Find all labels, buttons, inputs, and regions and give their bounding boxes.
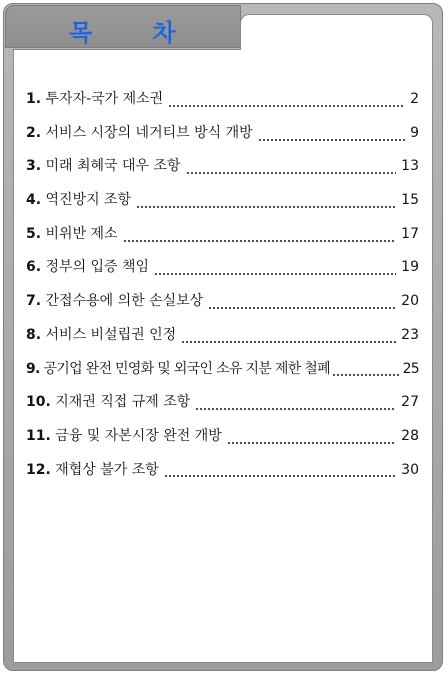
toc-entry-number: 6. bbox=[26, 259, 42, 276]
toc-entry[interactable] bbox=[26, 223, 419, 257]
leader-dots bbox=[154, 273, 396, 275]
toc-entry-label bbox=[26, 256, 149, 276]
toc-entry-page: 19 bbox=[401, 259, 419, 276]
toc-entry[interactable] bbox=[26, 324, 419, 358]
toc-entry-page: 25 bbox=[402, 360, 419, 377]
toc-entry-number: 7. bbox=[26, 293, 42, 310]
toc-entry[interactable] bbox=[26, 459, 419, 493]
toc-entry-page: 27 bbox=[401, 394, 419, 411]
toc-entry[interactable] bbox=[26, 189, 419, 223]
toc-entry-number: 9. bbox=[26, 360, 40, 377]
leader-dots bbox=[181, 341, 396, 343]
leader-dots bbox=[164, 475, 396, 477]
toc-entry-label bbox=[26, 122, 253, 142]
toc-entry-text: 미래 최혜국 대우 조항 bbox=[45, 158, 181, 175]
toc-entry-label bbox=[26, 155, 181, 175]
leader-dots bbox=[195, 408, 396, 410]
leader-dots bbox=[227, 442, 396, 444]
toc-entry-text: 서비스 시장의 네거티브 방식 개방 bbox=[45, 124, 253, 141]
toc-entry-text: 지재권 직접 규제 조항 bbox=[55, 394, 191, 411]
toc-entry-label bbox=[26, 425, 222, 445]
toc-entry[interactable] bbox=[26, 256, 419, 290]
toc-entry-text: 공기업 완전 민영화 및 외국인 소유 지분 제한 철폐 bbox=[43, 360, 330, 377]
toc-entry[interactable] bbox=[26, 155, 419, 189]
toc-entry-number: 8. bbox=[26, 326, 42, 343]
toc-entry-label bbox=[26, 223, 118, 243]
toc-entry[interactable] bbox=[26, 122, 419, 156]
toc-entry-number: 4. bbox=[26, 192, 42, 209]
leader-dots bbox=[258, 139, 405, 141]
toc-entry-text: 금융 및 자본시장 완전 개방 bbox=[55, 427, 222, 444]
toc-entry-page: 13 bbox=[401, 158, 419, 175]
toc-entry-label bbox=[26, 290, 203, 310]
toc-entry[interactable] bbox=[26, 88, 419, 122]
header-tab-panel bbox=[240, 14, 433, 50]
toc-entry-number: 3. bbox=[26, 158, 42, 175]
toc-entry-label bbox=[26, 189, 131, 209]
leader-dots bbox=[186, 172, 397, 174]
toc-entry-label bbox=[26, 459, 159, 479]
toc-entry-text: 투자자-국가 제소권 bbox=[45, 91, 164, 107]
toc-entry-number: 5. bbox=[26, 225, 42, 242]
leader-dots bbox=[208, 307, 396, 309]
leader-dots bbox=[136, 206, 396, 208]
toc-entry-number: 11. bbox=[26, 427, 51, 444]
toc-entry-number: 2. bbox=[26, 124, 42, 141]
toc-entry[interactable] bbox=[26, 290, 419, 324]
toc-title: 목 차 bbox=[69, 19, 202, 47]
toc-entry-text: 정부의 입증 책임 bbox=[45, 259, 150, 276]
toc-entry[interactable] bbox=[26, 391, 419, 425]
toc-entry[interactable] bbox=[26, 358, 419, 392]
toc-entry-page: 17 bbox=[401, 225, 419, 242]
toc-entry-label bbox=[26, 88, 163, 108]
toc-entry-text: 비위반 제소 bbox=[45, 225, 118, 242]
toc-entry-page: 23 bbox=[401, 326, 419, 343]
toc-entry-page: 20 bbox=[401, 293, 419, 310]
toc-entry-text: 간접수용에 의한 손실보상 bbox=[45, 293, 204, 310]
toc-entry-number: 12. bbox=[26, 461, 51, 478]
toc-entry-text: 역진방지 조항 bbox=[45, 192, 132, 209]
leader-dots bbox=[332, 374, 401, 376]
toc-entry[interactable] bbox=[26, 425, 419, 459]
title-tab bbox=[5, 5, 241, 48]
toc-entry-page: 2 bbox=[410, 91, 419, 107]
toc-entry-text: 재협상 불가 조항 bbox=[55, 461, 159, 478]
toc-entry-text: 서비스 비설립권 인정 bbox=[45, 326, 177, 343]
leader-dots bbox=[168, 105, 405, 107]
toc-entry-page: 30 bbox=[401, 461, 419, 478]
toc-entry-label bbox=[26, 391, 190, 411]
tab-join-cover bbox=[241, 47, 432, 51]
toc-entry-page: 15 bbox=[401, 192, 419, 209]
toc-entry-page: 28 bbox=[401, 427, 419, 444]
toc-entry-page: 9 bbox=[410, 124, 419, 141]
leader-dots bbox=[123, 240, 397, 242]
toc-entry-label bbox=[26, 358, 330, 378]
toc-entry-number: 1. bbox=[26, 91, 42, 107]
toc-list bbox=[26, 88, 419, 492]
toc-entry-label bbox=[26, 324, 176, 344]
toc-entry-number: 10. bbox=[26, 394, 51, 411]
